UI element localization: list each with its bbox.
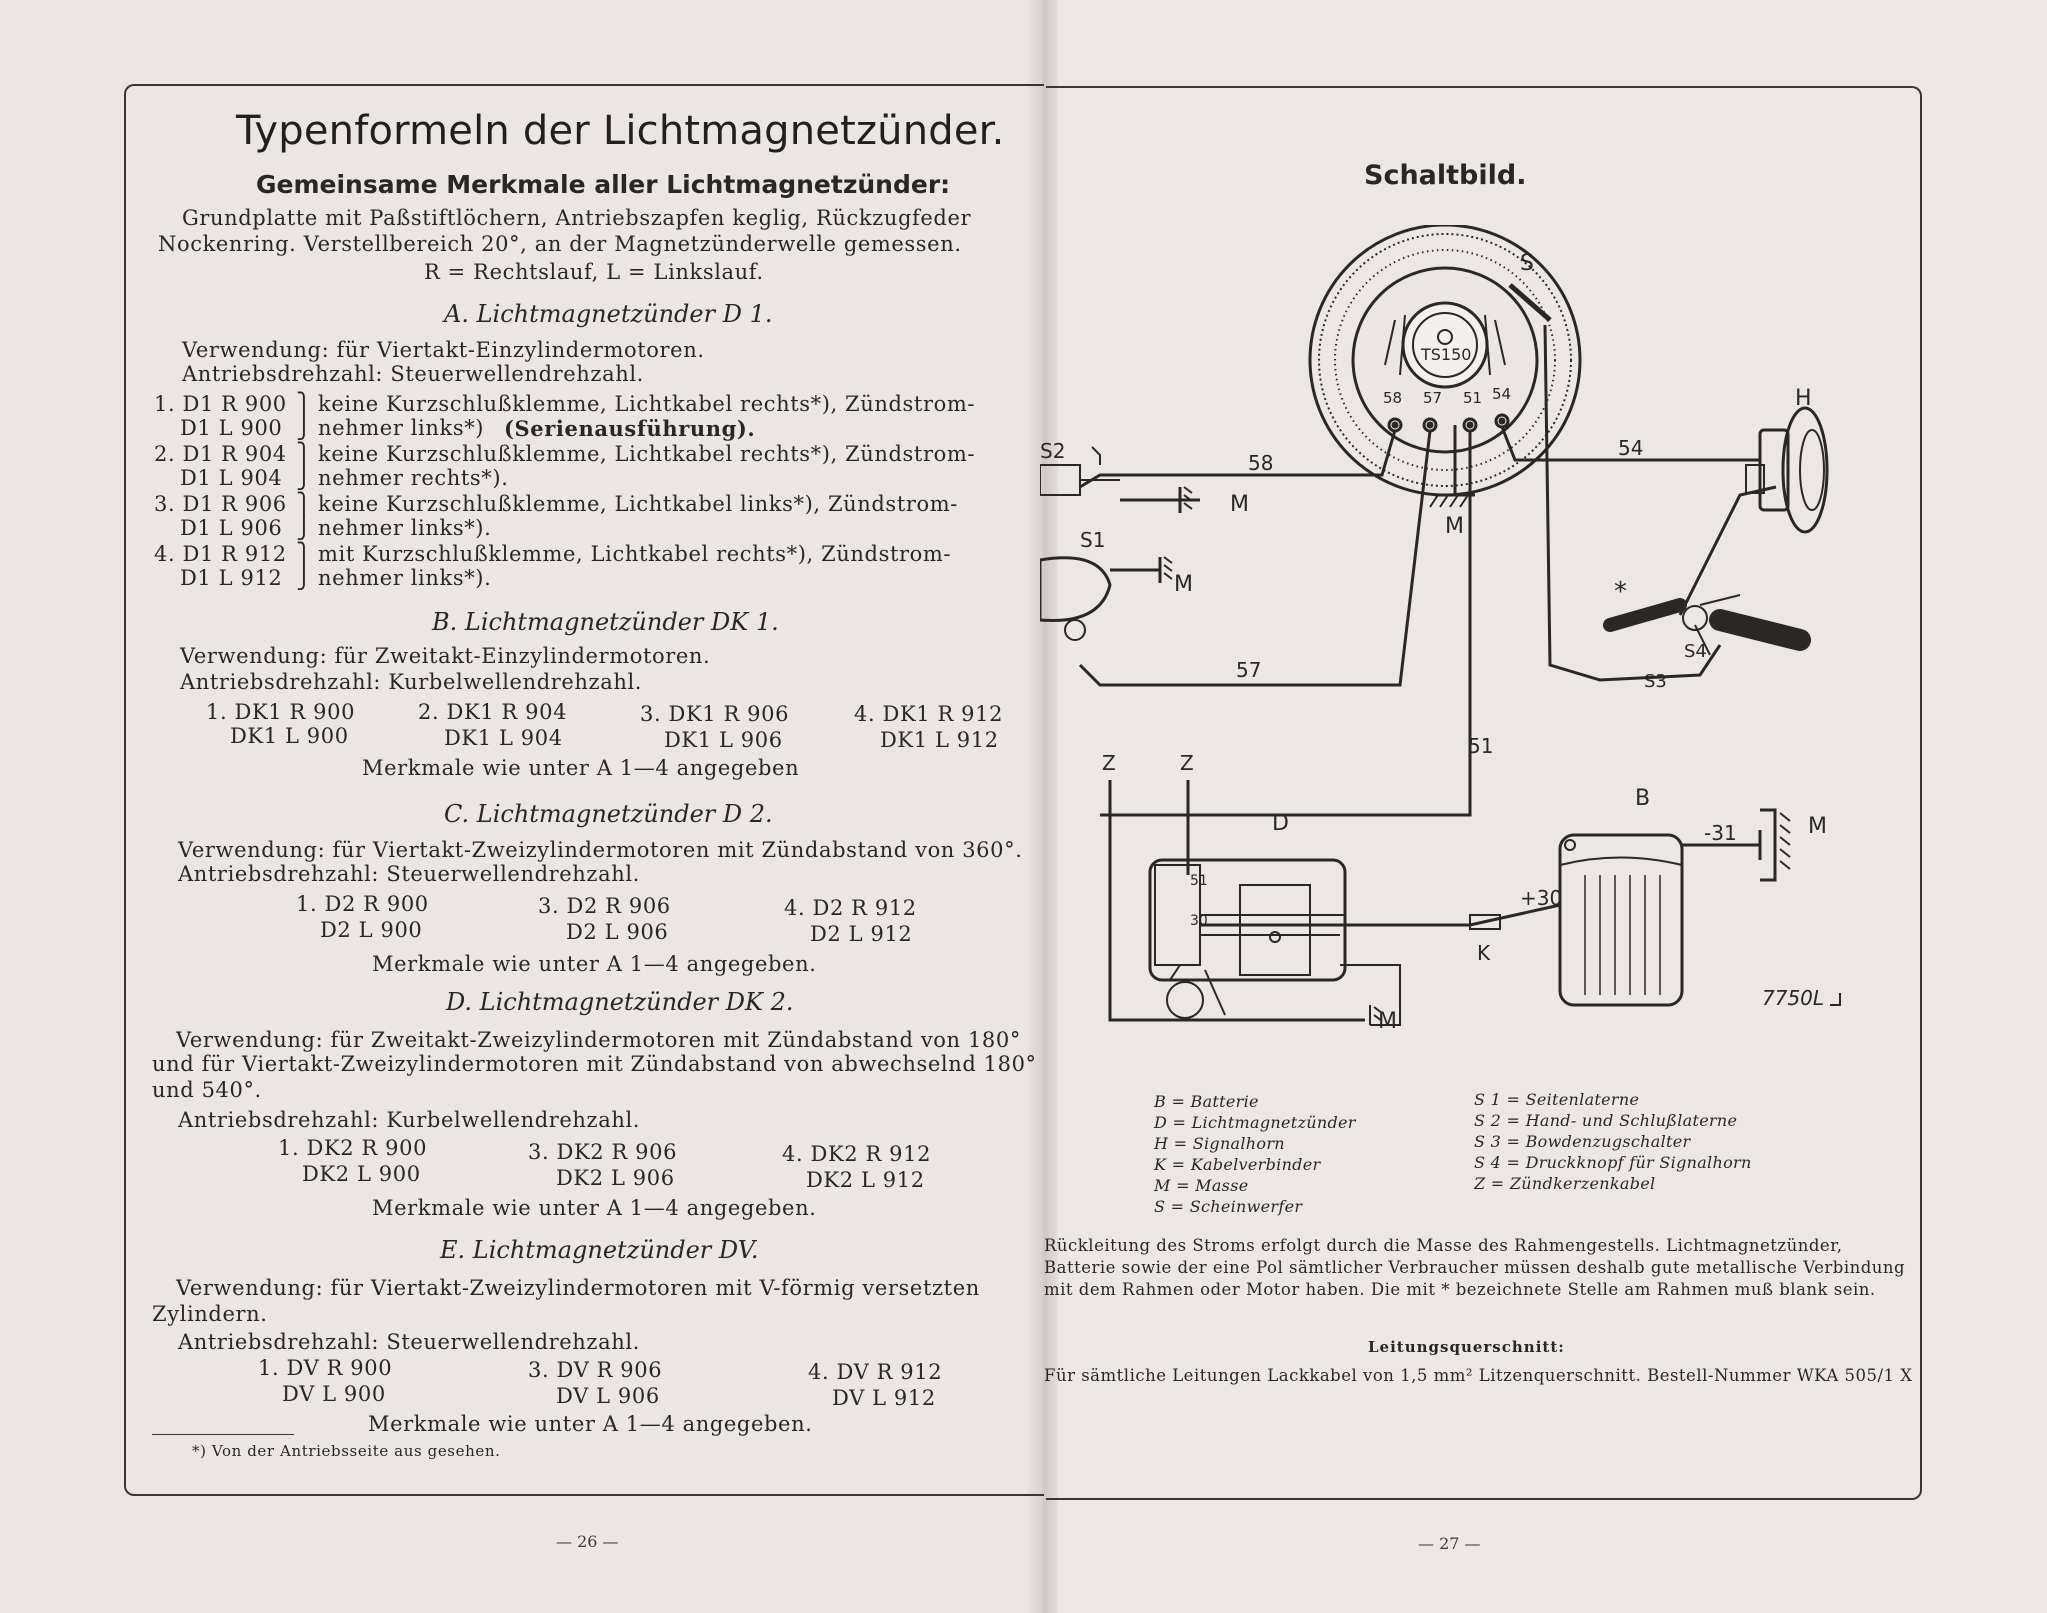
drawing-number-mark <box>1830 993 1840 1005</box>
model-code: 2. DK1 R 904 <box>418 700 568 724</box>
section-b-usage: Verwendung: für Zweitakt-Einzylindermotoren. <box>180 644 711 668</box>
legend-item: D = Lichtmagnetzünder <box>1154 1113 1356 1132</box>
label-b: B <box>1635 786 1651 811</box>
page-title: Typenformeln der Lichtmagnetzünder. <box>236 108 1005 154</box>
brace: ⎭ <box>296 466 312 490</box>
section-b-heading: B. Lichtmagnetzünder DK 1. <box>432 608 779 636</box>
label-s3: S3 <box>1644 671 1667 692</box>
model-code: DK2 L 900 <box>302 1162 421 1186</box>
section-e-note: Merkmale wie unter A 1—4 angegeben. <box>368 1412 813 1436</box>
brace: ⎭ <box>296 566 312 590</box>
section-c-usage: Verwendung: für Viertakt-Zweizylindermotoren mit Zündabstand von 360°. <box>178 838 1023 862</box>
model-code: D1 L 912 <box>180 566 283 590</box>
item-description: keine Kurzschlußklemme, Lichtkabel rechts*), Zündstrom- <box>318 392 976 416</box>
legend-item: S 4 = Druckknopf für Signalhorn <box>1474 1153 1752 1172</box>
legend-item: Z = Zündkerzenkabel <box>1474 1174 1656 1193</box>
label-s1: S1 <box>1080 528 1106 552</box>
model-code: DV L 912 <box>832 1386 936 1410</box>
item-description: keine Kurzschlußklemme, Lichtkabel links*), Zündstrom- <box>318 492 958 516</box>
legend-item: B = Batterie <box>1154 1092 1259 1111</box>
label-pin-58: 58 <box>1383 389 1403 407</box>
section-a-usage: Verwendung: für Viertakt-Einzylindermotoren. <box>182 338 705 362</box>
cable-section-heading: Leitungsquerschnitt: <box>1368 1338 1565 1356</box>
label-star: * <box>1614 577 1627 607</box>
model-code: DK2 L 906 <box>556 1166 675 1190</box>
model-code: 1. DK1 R 900 <box>206 700 356 724</box>
model-code: 1. DV R 900 <box>258 1356 393 1380</box>
section-d-drive: Antriebsdrehzahl: Kurbelwellendrehzahl. <box>178 1108 641 1132</box>
battery-icon <box>1560 835 1682 1005</box>
side-lamp-icon <box>1040 557 1172 640</box>
section-a-heading: A. Lichtmagnetzünder D 1. <box>444 300 773 328</box>
ground-note-line-2: Batterie sowie der eine Pol sämtlicher Verbraucher müssen deshalb gute metallische Verbindung <box>1044 1258 1906 1277</box>
item-description: nehmer links*). <box>318 516 492 540</box>
model-code: 3. D2 R 906 <box>538 894 671 918</box>
legend-item: H = Signalhorn <box>1154 1134 1285 1153</box>
model-code: 3. DK1 R 906 <box>640 702 790 726</box>
model-code: 3. DK2 R 906 <box>528 1140 678 1164</box>
legend-item: S 1 = Seitenlaterne <box>1474 1090 1640 1109</box>
brace: ⎭ <box>296 516 312 540</box>
model-code: D2 L 900 <box>320 918 423 942</box>
legend-item: S 3 = Bowdenzugschalter <box>1474 1132 1691 1151</box>
label-z: Z <box>1180 751 1194 775</box>
model-code: 3. D1 R 906 <box>154 492 287 516</box>
label-minus31: -31 <box>1704 821 1737 845</box>
footnote-rule <box>152 1434 294 1435</box>
item-description: nehmer rechts*). <box>318 466 509 490</box>
label-wire-51: 51 <box>1468 734 1494 758</box>
horn-icon <box>1746 408 1827 532</box>
model-code: DK1 L 900 <box>230 724 349 748</box>
section-a-drive: Antriebsdrehzahl: Steuerwellendrehzahl. <box>182 362 644 386</box>
section-c-note: Merkmale wie unter A 1—4 angegeben. <box>372 952 817 976</box>
wire-51 <box>1100 431 1470 815</box>
intro-line-3: R = Rechtslauf, L = Linkslauf. <box>424 260 764 284</box>
wiring-diagram <box>1040 225 1940 1045</box>
brace: ⎫ <box>296 442 312 466</box>
model-code: DV L 900 <box>282 1382 386 1406</box>
label-m-s2: M <box>1230 492 1249 517</box>
model-code: D1 L 900 <box>180 416 283 440</box>
label-m: M <box>1445 514 1464 539</box>
model-code: 2. D1 R 904 <box>154 442 287 466</box>
label-z: Z <box>1102 751 1116 775</box>
section-e-usage-1: Verwendung: für Viertakt-Zweizylindermotoren mit V-förmig versetzten <box>176 1276 980 1300</box>
section-b-note: Merkmale wie unter A 1—4 angegeben <box>362 756 800 780</box>
brace: ⎫ <box>296 392 312 416</box>
label-wire-54: 54 <box>1618 436 1644 460</box>
item-description: mit Kurzschlußklemme, Lichtkabel rechts*), Zündstrom- <box>318 542 952 566</box>
page-number-left: — 26 — <box>556 1532 619 1551</box>
section-d-usage-1: Verwendung: für Zweitakt-Zweizylindermotoren mit Zündabstand von 180° <box>176 1028 1021 1052</box>
label-plus30: +30 <box>1520 886 1563 910</box>
intro-line-1: Grundplatte mit Paßstiftlöchern, Antriebszapfen keglig, Rückzugfeder <box>182 206 972 230</box>
label-m-b: M <box>1808 814 1827 839</box>
model-code: 4. DV R 912 <box>808 1360 943 1384</box>
label-s2: S2 <box>1040 439 1066 463</box>
label-s: S <box>1520 251 1534 276</box>
model-code: D2 L 906 <box>566 920 669 944</box>
model-code: D1 L 906 <box>180 516 283 540</box>
ground-symbol-icon <box>1760 810 1790 880</box>
section-d-note: Merkmale wie unter A 1—4 angegeben. <box>372 1196 817 1220</box>
model-code: 3. DV R 906 <box>528 1358 663 1382</box>
model-code: 4. DK1 R 912 <box>854 702 1004 726</box>
model-code: 4. DK2 R 912 <box>782 1142 932 1166</box>
wire-s3 <box>1545 325 1720 680</box>
model-code: 1. D1 R 900 <box>154 392 287 416</box>
label-pin-54: 54 <box>1492 385 1512 403</box>
model-code: 1. D2 R 900 <box>296 892 429 916</box>
label-wire-57: 57 <box>1236 658 1262 682</box>
section-c-drive: Antriebsdrehzahl: Steuerwellendrehzahl. <box>178 862 640 886</box>
label-s4: S4 <box>1684 641 1707 662</box>
label-m-d: M <box>1378 1009 1397 1034</box>
model-code: 4. D1 R 912 <box>154 542 287 566</box>
model-code: DV L 906 <box>556 1384 660 1408</box>
ground-note-line-3: mit dem Rahmen oder Motor haben. Die mit * bezeichnete Stelle am Rahmen muß blank sein. <box>1044 1280 1876 1299</box>
section-d-usage-2: und für Viertakt-Zweizylindermotoren mit Zündabstand von abwechselnd 180° <box>152 1052 1037 1076</box>
brace: ⎫ <box>296 492 312 516</box>
model-code: DK2 L 912 <box>806 1168 925 1192</box>
label-d: D <box>1272 811 1289 836</box>
section-d-heading: D. Lichtmagnetzünder DK 2. <box>446 988 794 1016</box>
intro-line-2: Nockenring. Verstellbereich 20°, an der Magnetzünderwelle gemessen. <box>158 232 962 256</box>
label-h: H <box>1795 386 1812 411</box>
common-features-heading: Gemeinsame Merkmale aller Lichtmagnetzünder: <box>256 170 951 199</box>
label-terminal-51: 51 <box>1190 873 1208 889</box>
label-terminal-30: 30 <box>1190 913 1208 929</box>
section-e-usage-2: Zylindern. <box>152 1302 268 1326</box>
label-wire-58: 58 <box>1248 451 1274 475</box>
cable-section-text: Für sämtliche Leitungen Lackkabel von 1,5 mm² Litzenquerschnitt. Bestell-Nummer WKA 505/1 X <box>1044 1366 1913 1385</box>
model-code: D1 L 904 <box>180 466 283 490</box>
item-description: nehmer links*). <box>318 566 492 590</box>
drawing-number: 7750L <box>1762 986 1825 1010</box>
section-b-drive: Antriebsdrehzahl: Kurbelwellendrehzahl. <box>180 670 643 694</box>
legend-item: M = Masse <box>1154 1176 1249 1195</box>
legend-item: S = Scheinwerfer <box>1154 1197 1303 1216</box>
label-ts150: TS150 <box>1421 345 1472 364</box>
model-code: 1. DK2 R 900 <box>278 1136 428 1160</box>
model-code: DK1 L 912 <box>880 728 999 752</box>
legend-item: K = Kabelverbinder <box>1154 1155 1321 1174</box>
item-description: keine Kurzschlußklemme, Lichtkabel rechts*), Zündstrom- <box>318 442 976 466</box>
footnote: *) Von der Antriebsseite aus gesehen. <box>192 1442 501 1460</box>
label-m-s1: M <box>1174 572 1193 597</box>
label-pin-51: 51 <box>1463 389 1483 407</box>
model-code: DK1 L 904 <box>444 726 563 750</box>
model-code: 4. D2 R 912 <box>784 896 917 920</box>
magneto-icon <box>1150 860 1345 1018</box>
legend-item: S 2 = Hand- und Schlußlaterne <box>1474 1111 1738 1130</box>
label-k: K <box>1477 941 1491 965</box>
series-note: (Serienausführung). <box>504 416 756 441</box>
ground-note-line-1: Rückleitung des Stroms erfolgt durch die Masse des Rahmengestells. Lichtmagnetzünder, <box>1044 1236 1843 1255</box>
section-e-drive: Antriebsdrehzahl: Steuerwellendrehzahl. <box>178 1330 640 1354</box>
model-code: DK1 L 906 <box>664 728 783 752</box>
brace: ⎫ <box>296 542 312 566</box>
section-c-heading: C. Lichtmagnetzünder D 2. <box>444 800 773 828</box>
page-number-right: — 27 — <box>1418 1534 1481 1553</box>
label-pin-57: 57 <box>1423 389 1443 407</box>
diagram-title: Schaltbild. <box>1364 160 1527 191</box>
section-e-heading: E. Lichtmagnetzünder DV. <box>440 1236 759 1264</box>
model-code: D2 L 912 <box>810 922 913 946</box>
wire-h <box>1680 487 1776 615</box>
section-d-usage-3: und 540°. <box>152 1078 262 1102</box>
item-description: nehmer links*) <box>318 416 485 440</box>
brace: ⎭ <box>296 416 312 440</box>
